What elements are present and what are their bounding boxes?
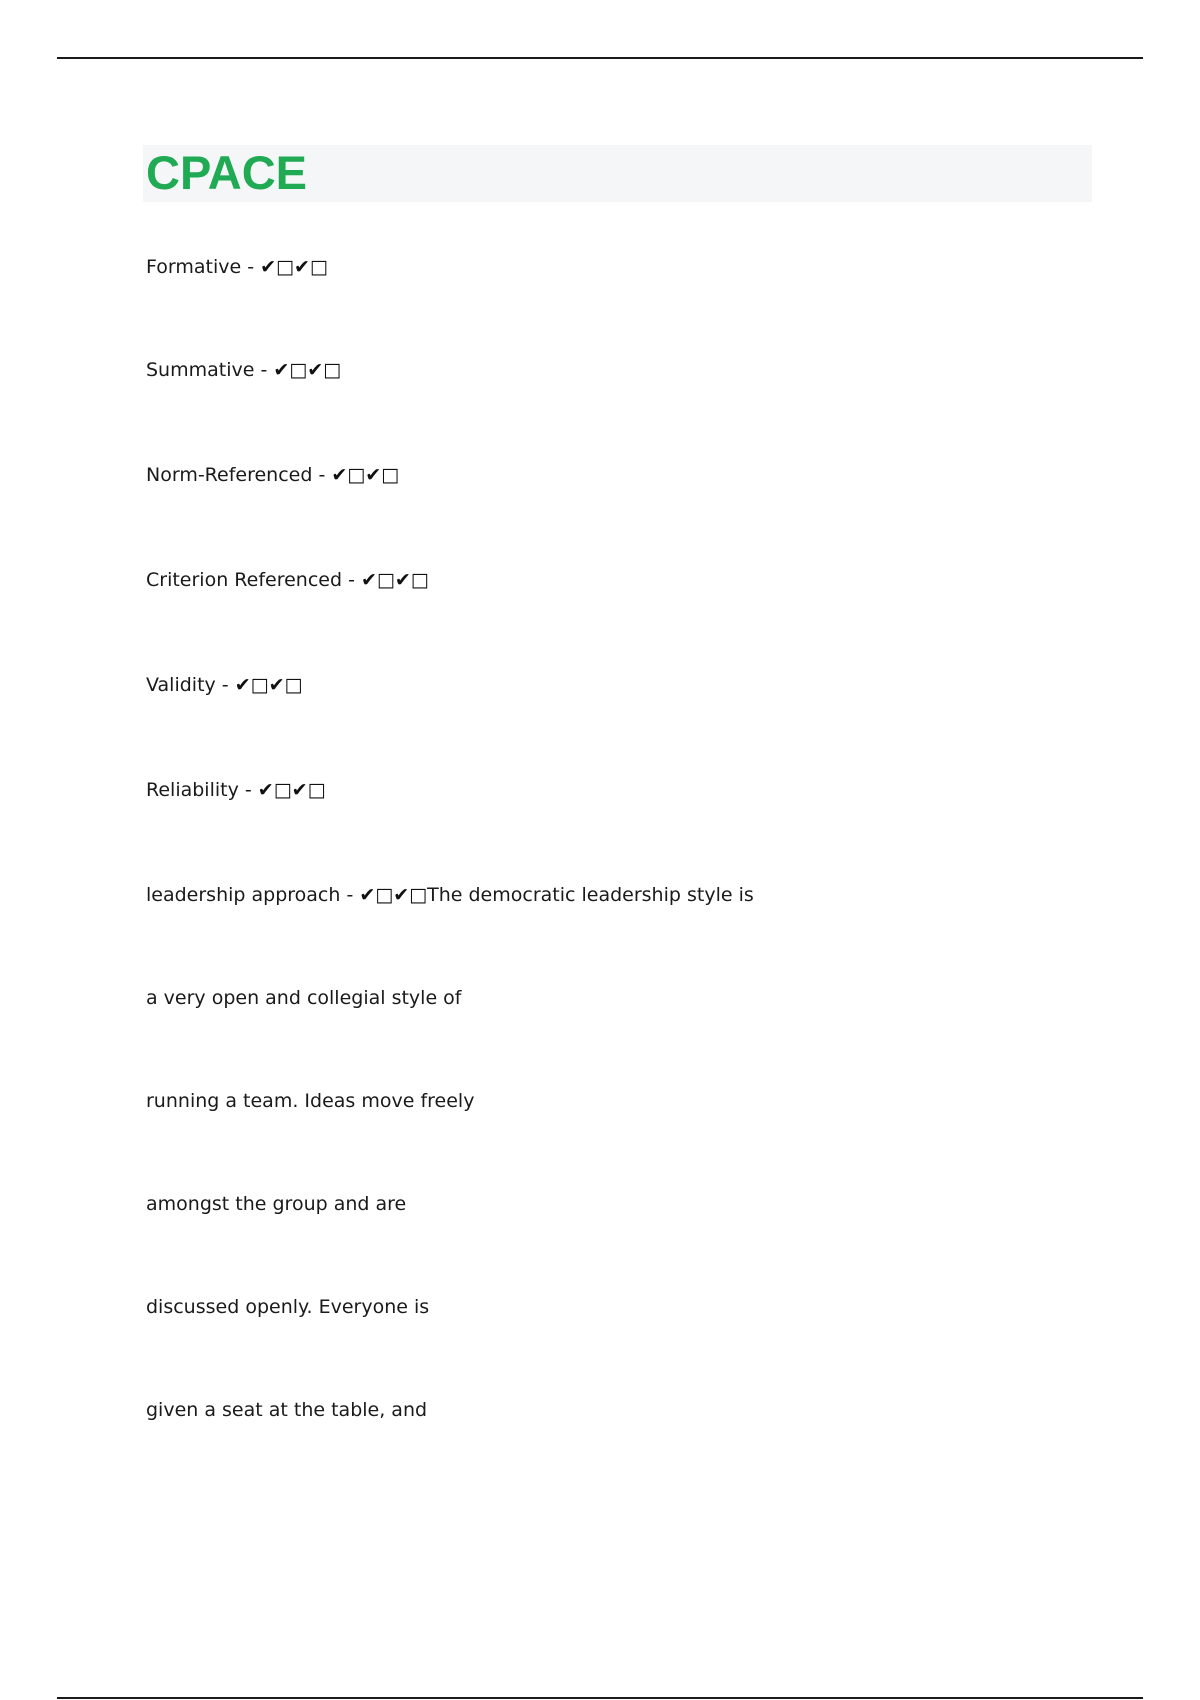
term-separator: -	[238, 779, 258, 801]
check-marks: ✔□✔□	[360, 569, 429, 591]
term-line-norm-referenced	[146, 462, 399, 488]
term-separator: -	[241, 256, 261, 278]
term-line-formative	[146, 254, 328, 280]
term-label: Validity	[146, 674, 216, 696]
term-separator: -	[340, 884, 360, 906]
check-marks: ✔□✔□	[273, 359, 342, 381]
definition-line: given a seat at the table, and	[146, 1399, 428, 1421]
term-label: Summative	[146, 359, 255, 381]
term-definition: The democratic leadership style is	[427, 884, 754, 906]
term-line-summative	[146, 357, 341, 383]
term-separator: -	[342, 569, 361, 591]
check-marks: ✔□✔□	[260, 256, 328, 278]
check-marks: ✔□✔□	[359, 884, 428, 906]
term-label: Norm-Referenced	[146, 464, 313, 486]
check-marks: ✔□✔□	[234, 674, 303, 696]
definition-line: discussed openly. Everyone is	[146, 1296, 430, 1318]
term-label: Criterion Referenced	[146, 569, 343, 591]
term-separator: -	[254, 359, 274, 381]
definition-line: a very open and collegial style of	[146, 987, 462, 1009]
definition-line: running a team. Ideas move freely	[146, 1090, 475, 1112]
term-line-leadership-approach	[146, 882, 754, 908]
term-line-reliability	[146, 777, 326, 803]
term-label: Formative	[146, 256, 242, 278]
footer-rule	[57, 1697, 1143, 1699]
term-separator: -	[215, 674, 235, 696]
term-line-criterion-referenced	[146, 567, 429, 593]
document-title: CPACE	[146, 146, 308, 199]
term-label: Reliability	[146, 779, 239, 801]
check-marks: ✔□✔□	[257, 779, 326, 801]
term-line-validity	[146, 672, 302, 698]
term-label: leadership approach	[146, 884, 341, 906]
check-marks: ✔□✔□	[331, 464, 400, 486]
definition-line: amongst the group and are	[146, 1193, 407, 1215]
term-separator: -	[312, 464, 332, 486]
header-rule	[57, 57, 1143, 59]
